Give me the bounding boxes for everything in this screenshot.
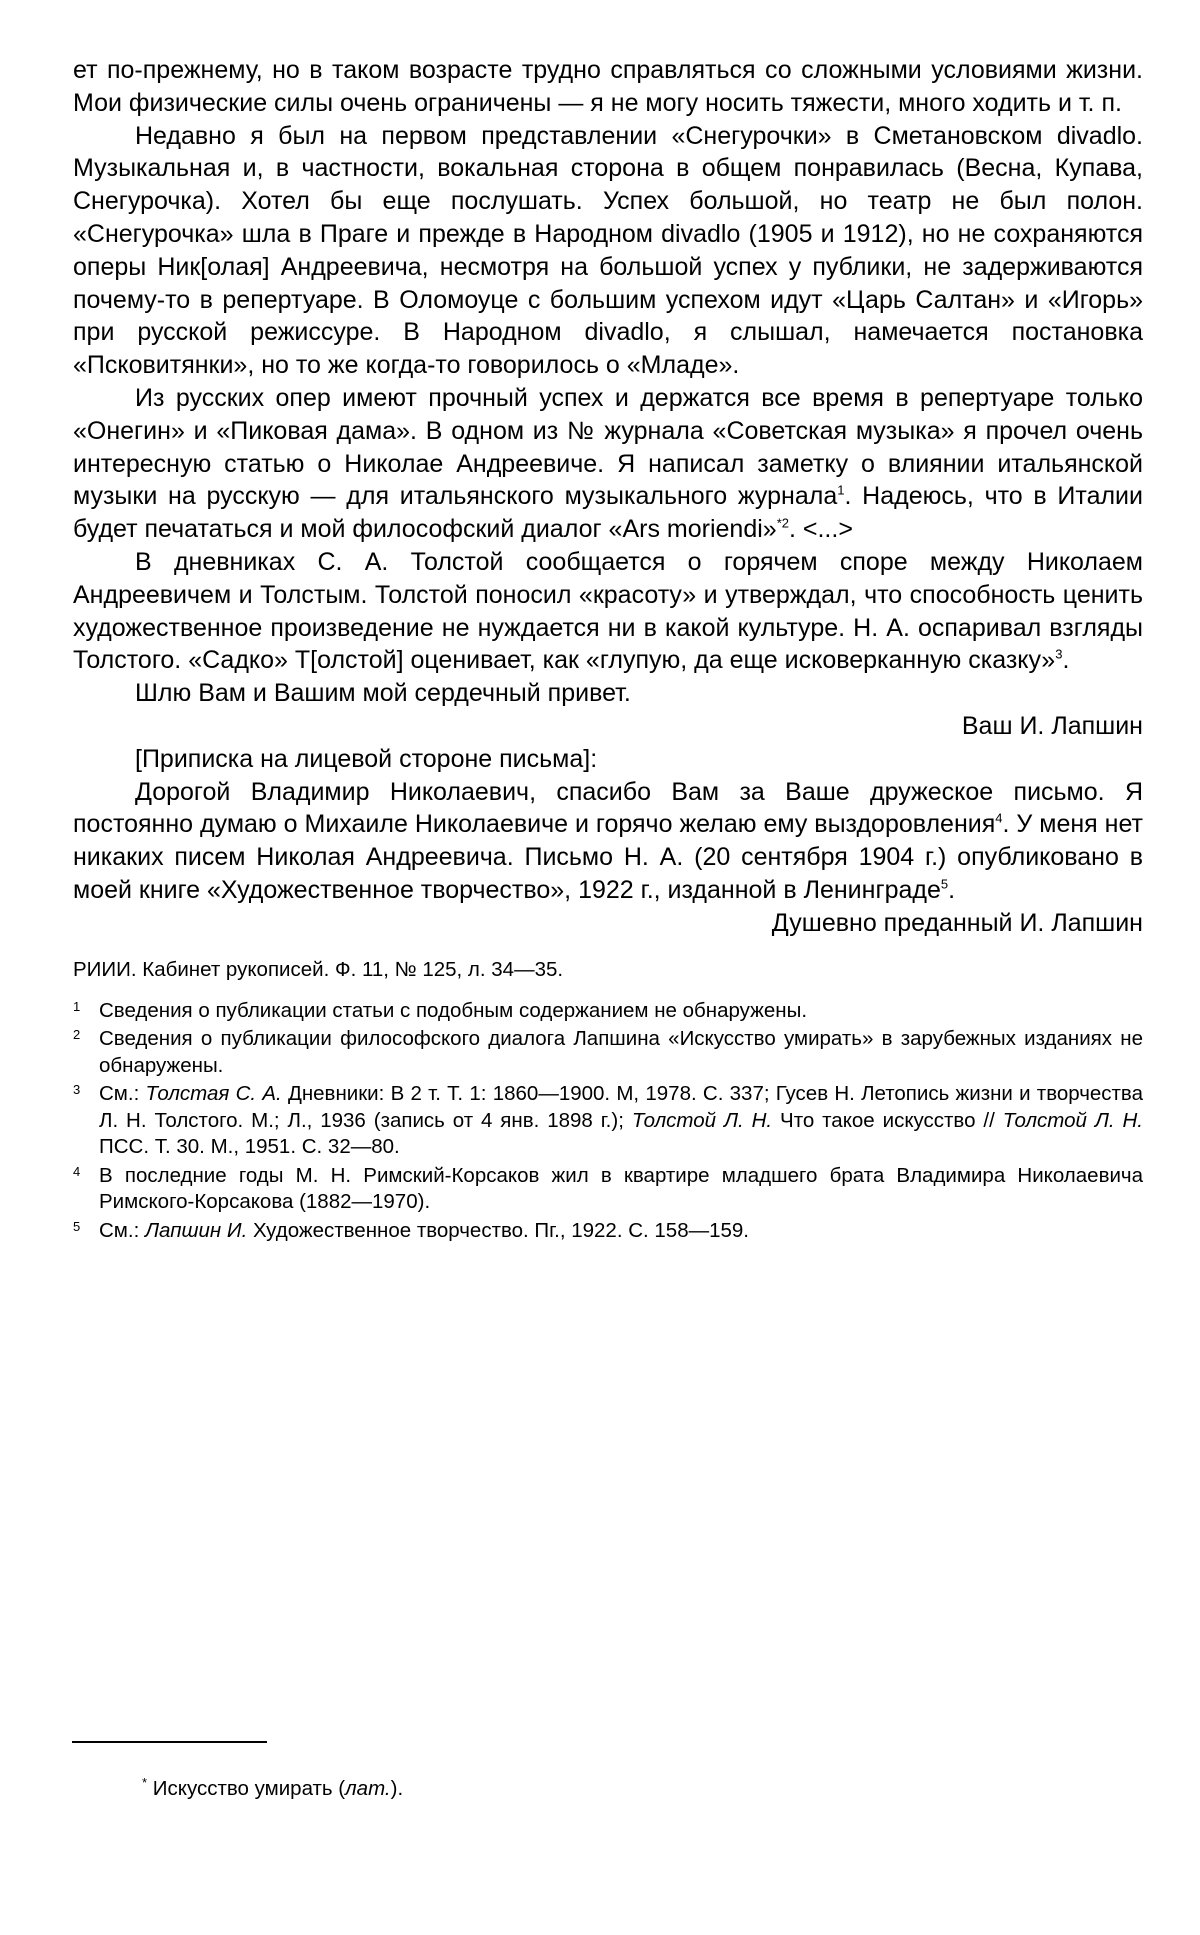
signature-postscript: Душевно преданный И. Лапшин [771,908,1143,937]
author-name: Толстая С. А. [145,1082,282,1106]
translation-note [142,1775,403,1803]
footnote-number: 1 [73,998,81,1014]
paragraph-tolstoy [73,546,1143,677]
archive-reference: РИИИ. Кабинет рукописей. Ф. 11, № 125, л. 34—35. [73,957,564,981]
footnote-number: 3 [73,1082,81,1098]
footnote-1 [73,998,1143,1025]
paragraph-text: . [948,875,956,904]
author-name: Толстой Л. Н. [631,1108,773,1132]
footnote-text: См.: [99,1218,145,1242]
footnote-text: Что такое искусство // [772,1108,1003,1132]
paragraph-postscript [73,776,1143,907]
asterisk-mark: * [142,1775,148,1791]
footnote-ref-5[interactable]: 5 [940,876,949,892]
paragraph-text: Из русских опер имеют прочный успех и держатся все время в репертуаре только «Онегин» и «Пиковая дама». В одном из № журнала «Советская музыка» я прочел очень интересную статью о Николае Андреевиче. Я написал заметку о влиянии итальянской музыки на русскую — для итальянского музыкального журнала [73,383,1143,511]
paragraph-text: Шлю Вам и Вашим мой сердечный привет. [135,679,631,708]
footnote-3 [73,1081,1143,1161]
footnote-text: В последние годы М. Н. Римский-Корсаков жил в квартире младшего брата Владимира Николаевича Римского-Корсакова (1882—1970). [99,1163,1143,1214]
paragraph-continuation [73,54,1143,120]
paragraph-snegurochka [73,120,1143,382]
footnote-text: Сведения о публикации статьи с подобным содержанием не обнаружены. [99,998,808,1022]
paragraph-russian-operas [73,382,1143,546]
note-text: Искусство умирать ( [152,1777,346,1800]
footnote-text: См.: [99,1082,146,1106]
paragraph-text: ет по-прежнему, но в таком возрасте трудно справляться со сложными условиями жизни. Мои физические силы очень ограничены — я не могу носить тяжести, много ходить и т. п. [73,56,1143,117]
footnote-2 [73,1026,1143,1079]
signature: Ваш И. Лапшин [961,711,1143,740]
footnote-text: ПСС. Т. 30. М., 1951. С. 32—80. [99,1135,400,1159]
footnote-number: 2 [73,1027,81,1043]
postscript-heading: [Приписка на лицевой стороне письма]: [135,744,598,773]
footnote-number: 4 [73,1163,81,1179]
paragraph-text: . <...> [788,515,853,544]
note-text: ). [390,1777,404,1800]
footnote-text: Художественное творчество. Пг., 1922. С. 158—159. [247,1218,750,1242]
footnote-number: 5 [73,1218,81,1234]
language-abbrev: лат. [345,1777,391,1800]
paragraph-greeting [73,677,1143,710]
paragraph-text: . Надеюсь, что в Италии будет печататься и мой философский диалог «Ars moriendi» [73,482,1143,544]
author-name: Толстой Л. Н. [1002,1108,1143,1132]
footnote-5 [73,1218,1143,1245]
paragraph-text: Недавно я был на первом представлении «Снегурочки» в Сметановском divadlo. Музыкальная и, в частности, вокальная сторона в общем понравилась (Весна, Купава, Снегурочка). Хотел бы еще послушать. Успех большой, но театр не был полон. «Снегурочка» шла в Праге и прежде в Народном divadlo (1905 и 1912), но не сохраняются оперы Ник[олая] Андреевича, несмотря на большой успех у публики, не задерживаются почему-то в репертуаре. В Оломоуце с большим успехом идут «Царь Салтан» и «Игорь» при русской режиссуре. В Народном divadlo, я слышал, намечается постановка «Псковитянки», но то же когда-то говорилось о «Младе». [73,121,1143,380]
paragraph-text: . У меня нет никаких писем Николая Андреевича. Письмо Н. А. (20 сентября 1904 г.) опубликовано в моей книге «Художественное творчество», 1922 г., изданной в Ленинграде [73,810,1143,904]
page-body [73,54,1143,1246]
footnote-ref-2[interactable]: *2 [776,515,789,531]
footnote-text: Дневники: В 2 т. Т. 1: 1860—1900. М, 1978. С. 337; Гусев Н. Летопись жизни и творчества Л. Н. Толстого. М.; Л., 1936 (запись от 4 янв. 1898 г.); [99,1082,1143,1132]
footnote-ref-3[interactable]: 3 [1055,647,1063,663]
footnotes [73,998,1143,1245]
author-name: Лапшин И. [145,1218,248,1242]
paragraph-text: Дорогой Владимир Николаевич, спасибо Вам за Ваше дружеское письмо. Я постоянно думаю о Михаиле Николаевиче и горячо желаю ему выздоровления [73,777,1143,839]
footnote-ref-4[interactable]: 4 [995,811,1003,826]
footnote-text: Сведения о публикации философского диалога Лапшина «Искусство умирать» в зарубежных изданиях не обнаружены. [99,1027,1143,1077]
footnote-4 [73,1163,1143,1216]
footnote-separator [72,1741,267,1743]
footnote-ref-1[interactable]: 1 [837,483,845,499]
paragraph-text: . [1062,646,1070,675]
paragraph-text: В дневниках С. А. Толстой сообщается о горячем споре между Николаем Андреевичем и Толстым. Толстой поносил «красоту» и утверждал, что способность ценить художественное произведение не нуждается ни в какой культуре. Н. А. оспаривал взгляды Толстого. «Садко» Т[олстой] оценивает, как «глупую, да еще исковерканную сказку» [73,547,1143,675]
